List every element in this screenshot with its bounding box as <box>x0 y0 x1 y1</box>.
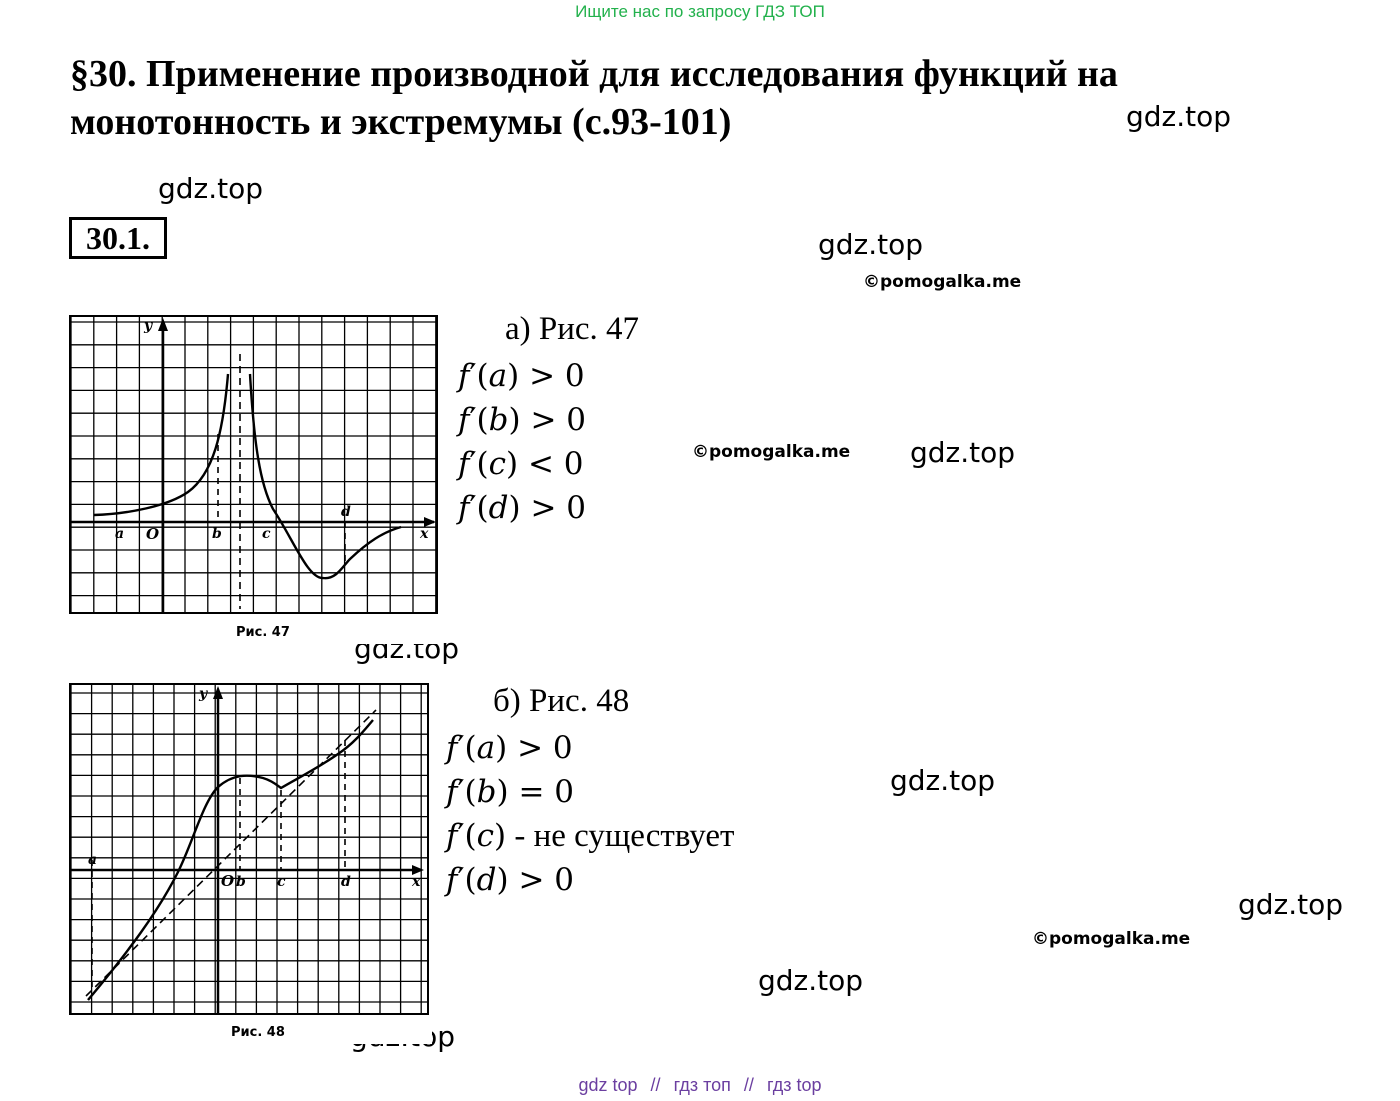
arg: b <box>488 402 509 438</box>
watermark: gdz.top <box>910 436 1016 469</box>
x-axis-label: x <box>420 526 429 542</box>
watermark: gdz.top <box>354 632 460 665</box>
copyright-mark: ©pomogalka.me <box>692 442 851 462</box>
relation: < 0 <box>527 446 584 482</box>
origin-label: O <box>146 525 160 543</box>
top-banner[interactable]: Ищите нас по запросу ГДЗ ТОП <box>575 2 825 21</box>
relation: > 0 <box>529 358 585 394</box>
watermark: gdz.top <box>758 964 864 997</box>
copyright-mark: ©pomogalka.me <box>1032 929 1191 949</box>
arg: c <box>476 818 494 854</box>
footer-link[interactable]: гдз топ <box>673 1075 731 1095</box>
watermark: gdz.top <box>1126 100 1232 133</box>
figure-caption: Рис. 47 <box>236 625 290 640</box>
watermark: gdz.top <box>350 1020 456 1053</box>
arg: b <box>476 774 497 810</box>
point-label-b: b <box>236 874 246 890</box>
answer-row: f′(a) > 0 <box>458 358 585 394</box>
arg: c <box>488 446 506 482</box>
arg: a <box>476 730 496 766</box>
part-a-caption: а) Рис. 47 <box>505 311 640 347</box>
copyright-mark: ©pomogalka.me <box>863 272 1022 292</box>
page-heading: §30. Применение производной для исследования функций на монотонность и экстремумы (с.93-101) <box>70 53 1118 143</box>
footer-separator: // <box>743 1075 754 1095</box>
relation: > 0 <box>530 402 586 438</box>
relation: = 0 <box>518 774 574 810</box>
answer-row: f′(d) > 0 <box>458 490 586 526</box>
relation: > 0 <box>518 862 574 898</box>
point-label-b: b <box>212 526 222 542</box>
relation: - не существует <box>506 818 735 854</box>
answer-row: f′(c) - не существует <box>446 818 735 854</box>
arg: a <box>488 358 508 394</box>
task-number: 30.1. <box>69 217 167 259</box>
watermark: gdz.top <box>890 764 996 797</box>
watermark: gdz.top <box>1238 888 1344 921</box>
y-axis-label: y <box>144 318 153 334</box>
footer-link[interactable]: гдз top <box>766 1075 822 1095</box>
origin-label: O <box>221 872 235 890</box>
part-a-answers <box>458 354 586 530</box>
figure-48 <box>68 682 432 1044</box>
part-b-answers <box>446 726 734 902</box>
answer-row: f′(b) = 0 <box>446 774 574 810</box>
y-axis-label: y <box>199 686 208 702</box>
point-label-c: c <box>277 874 286 890</box>
relation: > 0 <box>517 730 573 766</box>
x-axis-label: x <box>412 874 421 890</box>
point-label-d: d <box>341 874 351 890</box>
point-label-a: a <box>88 852 98 868</box>
arg: d <box>476 862 497 898</box>
figure-47 <box>68 314 440 644</box>
answer-row: f′(a) > 0 <box>446 730 573 766</box>
watermark: gdz.top <box>158 172 264 205</box>
footer-separator: // <box>650 1075 661 1095</box>
point-label-d: d <box>341 504 351 520</box>
arg: d <box>488 490 509 526</box>
answer-row: f′(b) > 0 <box>458 402 586 438</box>
answer-row: f′(d) > 0 <box>446 862 574 898</box>
footer-links <box>0 1075 1400 1096</box>
watermark: gdz.top <box>818 228 924 261</box>
point-label-c: c <box>262 526 271 542</box>
figure-caption: Рис. 48 <box>231 1025 285 1040</box>
part-b-caption: б) Рис. 48 <box>493 683 630 719</box>
footer-link[interactable]: gdz top <box>578 1075 638 1095</box>
relation: > 0 <box>530 490 586 526</box>
point-label-a: a <box>115 526 125 542</box>
answer-row: f′(c) < 0 <box>458 446 584 482</box>
